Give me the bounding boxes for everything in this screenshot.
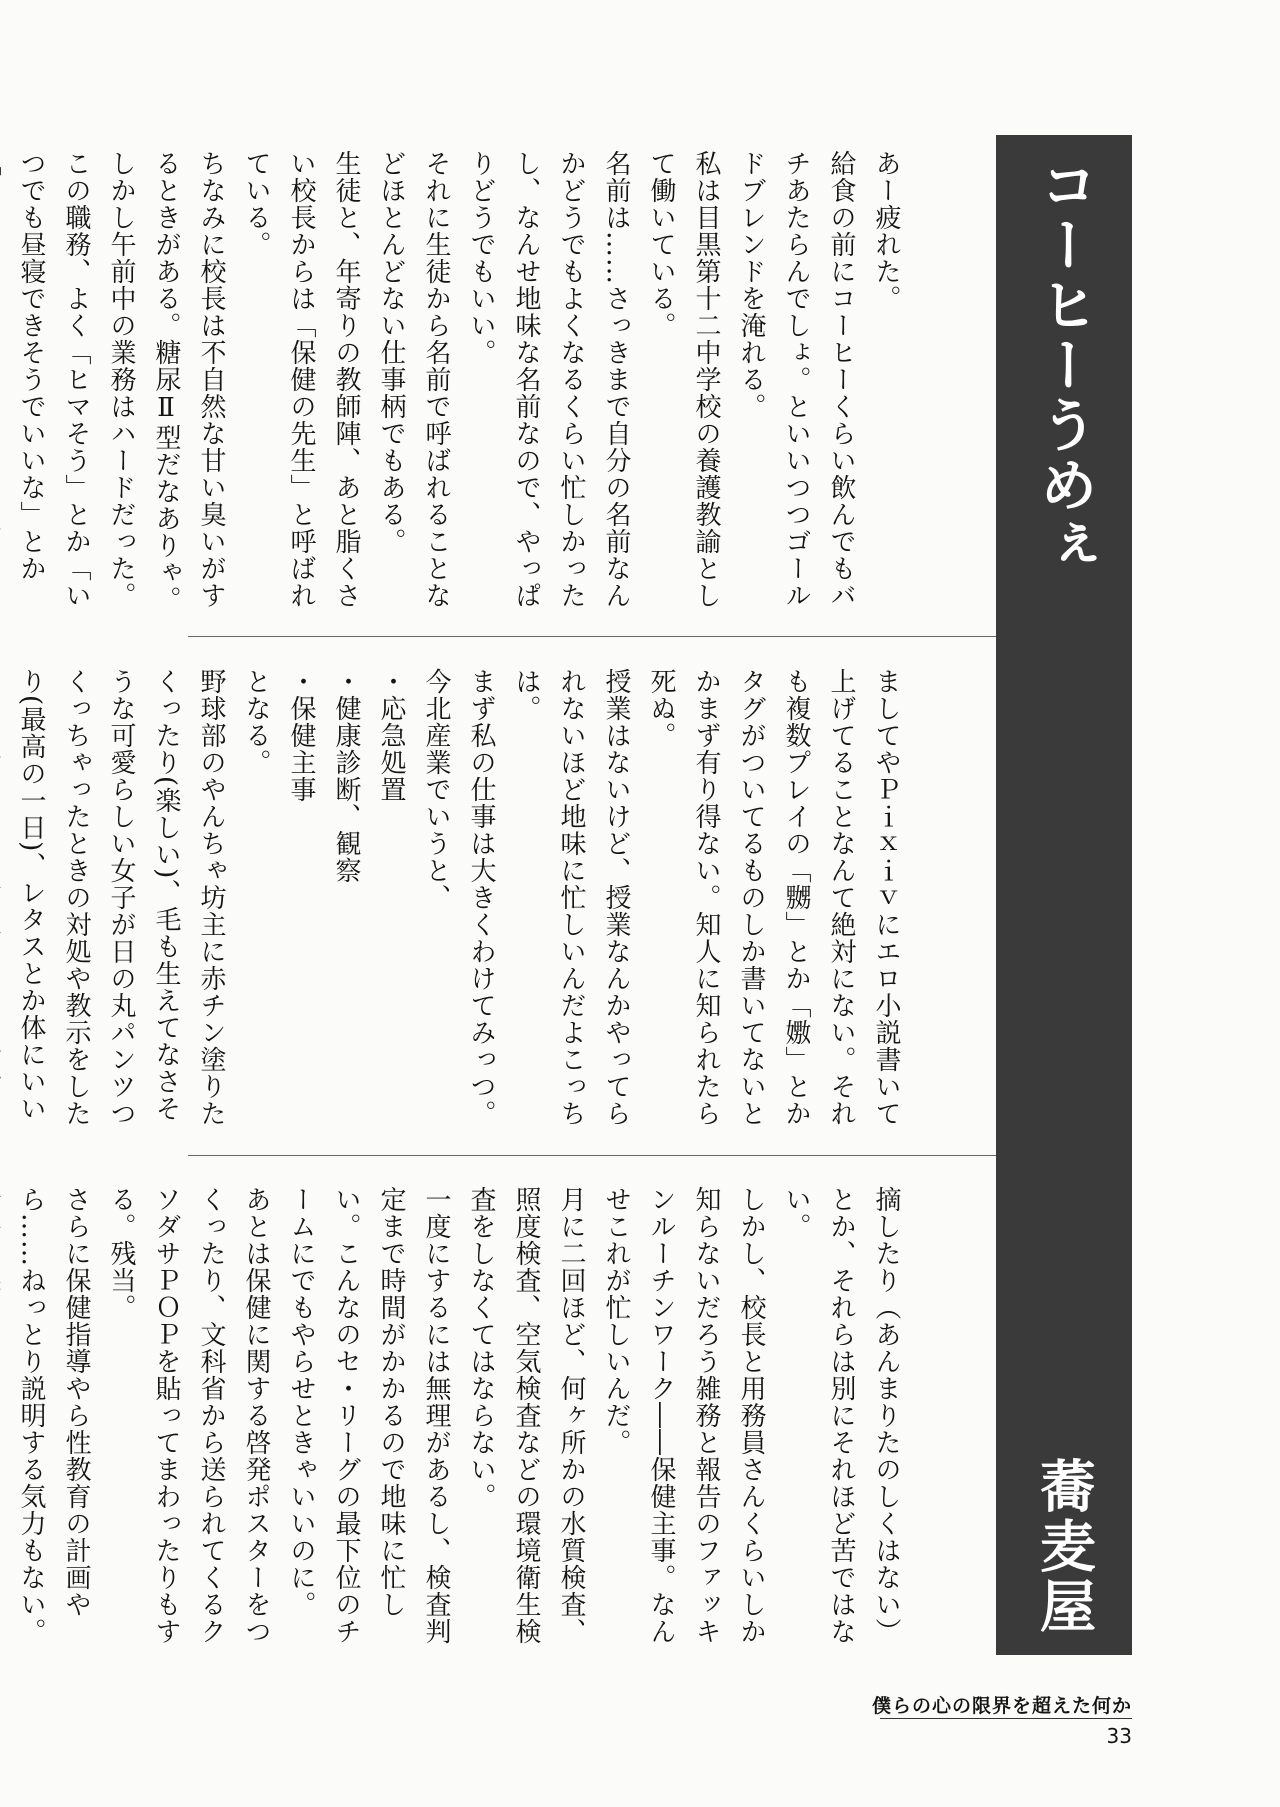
paragraph: 生徒と、年寄りの教師陣、あと脂くさい校長からは「保健の先生」と呼ばれている。 [241, 150, 361, 609]
paragraph: 授業はないけど、授業なんかやってられないほど地味に忙しいんだよこっちは。 [511, 668, 631, 1127]
paragraph: ・保健主事 [286, 668, 316, 803]
title-sidebar [996, 135, 1132, 1655]
paragraph: 月に二回ほど、何ヶ所かの水質検査、照度検査、空気検査などの環境衛生検査をしなくてはならない。 [466, 1186, 586, 1645]
paragraph: あとは保健に関する啓発ポスターをつくったり、文科省から送られてくるクソダサＰＯＰを貼ってまわったりもする。残当。 [106, 1186, 271, 1645]
paragraph: ・応急処置 [376, 668, 406, 803]
paragraph: ちなみに校長は不自然な甘い臭いがするときがある。糖尿Ⅱ型だなありゃ。 [151, 150, 226, 613]
book-title: 僕らの心の限界を超えた何か [871, 1695, 1132, 1717]
text-block-3 [16, 1186, 908, 1671]
paragraph: それに生徒から名前で呼ばれることなどほとんどない仕事柄でもある。 [376, 150, 451, 609]
text-block-2 [16, 668, 908, 1143]
paragraph: まず私の仕事は大きくわけてみっつ。 [466, 668, 496, 1127]
author-name: 蕎麦屋 [1031, 1457, 1097, 1637]
paragraph: しかし、校長と用務員さんくらいしか知らないだろう雑務と報告のファッキンルーチンワーク――保健主事。なんせこれが忙しいんだ。 [601, 1186, 766, 1645]
section-divider [188, 1155, 996, 1156]
paragraph: しかし午前中の業務はハードだった。 [106, 150, 136, 609]
story-title: コーヒーうめぇ [1030, 155, 1098, 575]
page-number: 33 [1106, 1724, 1132, 1748]
text-block-1 [16, 150, 908, 625]
section-divider [188, 636, 996, 637]
paragraph: この職務、よく「ヒマそう」とか「いつでも昼寝できそうでいいな」とか [16, 150, 91, 609]
paragraph: 今北産業でいうと、 [421, 668, 451, 911]
paragraph: となる。 [241, 668, 271, 776]
paragraph: ・健康診断、観察 [331, 668, 361, 884]
paragraph: 摘したり（あんまりたのしくはない）とか、それらは別にそれほど苦ではない。 [781, 1186, 901, 1645]
paragraph: さらに保健指導やら性教育の計画やら……ねっとり説明する気力もない。 [16, 1186, 91, 1645]
paragraph: 名前は……さっきまで自分の名前なんかどうでもよくなるくらい忙しかったし、なんせ地味な名前なので、やっぱりどうでもいい。 [466, 150, 631, 609]
footer-divider [880, 1718, 1132, 1719]
paragraph: 一度にするには無理があるし、検査判定まで時間がかかるので地味に忙しい。こんなのセ・リーグの最下位のチームにでもやらせときゃいいのに。 [286, 1186, 451, 1645]
paragraph: あー疲れた。 [871, 150, 901, 312]
paragraph: 給食の前にコーヒーくらい飲んでもバチあたらんでしょ。といいつつゴールドブレンドを淹れる。 [736, 150, 856, 609]
paragraph: ましてやＰｉｘｉｖにエロ小説書いて上げてることなんて絶対にない。それも複数プレイの「嬲」とか「嫐」とかタグがついてるものしか書いてないとかまず有り得ない。知人に知られたら死ぬ。 [646, 668, 901, 1127]
paragraph: 野球部のやんちゃ坊主に赤チン塗りたくったり(楽しい)、毛も生えてなさそうな可愛らしい女子が日の丸パンツつくっちゃったときの対処や教示をしたり(最高の一日)、レタスとか体にいい [16, 668, 226, 1127]
paragraph: 私は目黒第十二中学校の養護教諭として働いている。 [646, 150, 721, 609]
